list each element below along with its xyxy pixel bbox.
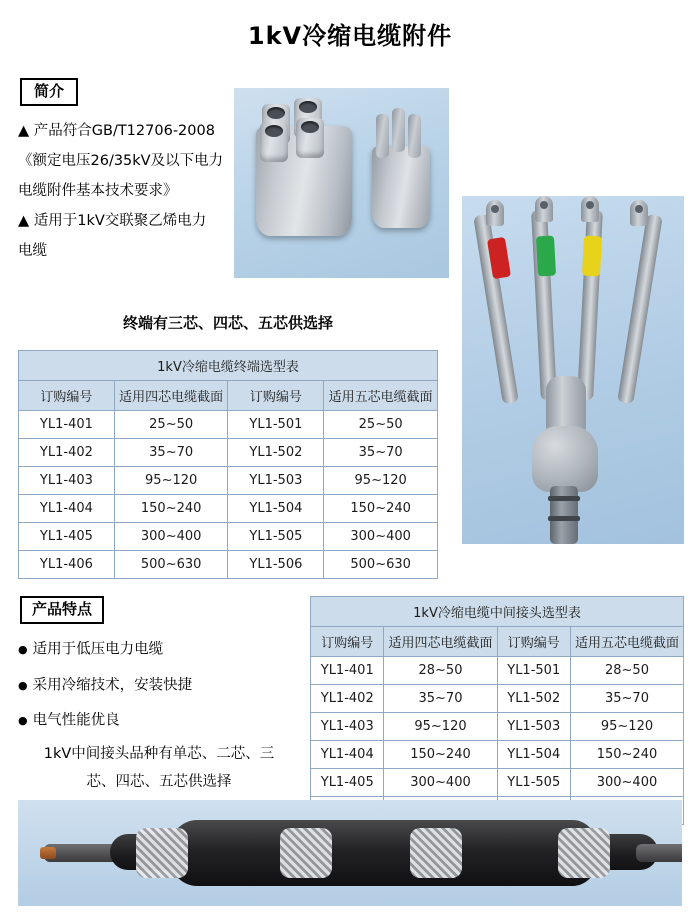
table-row	[19, 551, 438, 579]
cell-section: 35~70	[570, 685, 683, 713]
cell-section: 150~240	[570, 741, 683, 769]
bullet-icon: ●	[18, 643, 28, 656]
list-item	[18, 668, 288, 704]
cell-section: 300~400	[114, 523, 228, 551]
joint-body	[168, 820, 598, 886]
cell-section: 300~400	[324, 523, 438, 551]
cell-section: 500~630	[324, 551, 438, 579]
phase-band-yellow	[582, 236, 602, 277]
cable-lug	[535, 196, 553, 222]
column-header-order-no-4core: 订购编号	[19, 381, 115, 411]
cell-order-no: YL1-401	[19, 411, 115, 439]
cell-order-no: YL1-502	[497, 685, 570, 713]
table-row	[19, 439, 438, 467]
table-row	[19, 495, 438, 523]
table-joint-caption: 1kV冷缩电缆中间接头选型表	[311, 597, 684, 627]
terminal-body-three-core	[372, 146, 430, 228]
cell-order-no: YL1-404	[311, 741, 384, 769]
table-header-row	[311, 627, 684, 657]
cell-order-no: YL1-401	[311, 657, 384, 685]
cell-order-no: YL1-405	[311, 769, 384, 797]
column-header-order-no-4core: 订购编号	[311, 627, 384, 657]
product-photo-joint	[18, 800, 682, 906]
table-row	[311, 713, 684, 741]
cable-lug	[630, 200, 648, 226]
table-row	[19, 523, 438, 551]
cell-order-no: YL1-405	[19, 523, 115, 551]
cell-section: 300~400	[384, 769, 497, 797]
cell-order-no: YL1-504	[497, 741, 570, 769]
cable-ring	[548, 496, 580, 501]
caption-terminal: 终端有三芯、四芯、五芯供选择	[122, 314, 333, 332]
copper-braid	[410, 828, 462, 878]
terminal-breakout-body	[532, 426, 598, 492]
page-title: 1kV冷缩电缆附件	[247, 22, 453, 50]
product-photo-terminal-assembly	[462, 196, 684, 544]
conductor-end-icon	[40, 847, 56, 859]
table-joint-selection	[310, 596, 684, 825]
cell-order-no: YL1-502	[228, 439, 324, 467]
terminal-tube	[260, 122, 288, 162]
cell-section: 25~50	[324, 411, 438, 439]
cell-section: 35~70	[114, 439, 228, 467]
cell-order-no: YL1-503	[497, 713, 570, 741]
cable-ring	[548, 516, 580, 521]
cell-order-no: YL1-501	[497, 657, 570, 685]
terminal-stub	[392, 108, 405, 152]
cell-section: 300~400	[570, 769, 683, 797]
features-list	[18, 632, 288, 739]
list-item	[18, 632, 288, 668]
terminal-stub	[376, 114, 389, 158]
column-header-section-5core: 适用五芯电缆截面	[324, 381, 438, 411]
cell-order-no: YL1-403	[311, 713, 384, 741]
table-row	[311, 741, 684, 769]
copper-braid	[558, 828, 610, 878]
cell-order-no: YL1-506	[228, 551, 324, 579]
cell-section: 95~120	[324, 467, 438, 495]
copper-braid	[136, 828, 188, 878]
cell-order-no: YL1-501	[228, 411, 324, 439]
intro-line-2: 《额定电压26/35kV及以下电力	[18, 153, 224, 169]
cell-section: 500~630	[114, 551, 228, 579]
intro-text-block	[18, 116, 233, 266]
column-header-order-no-5core: 订购编号	[497, 627, 570, 657]
cell-order-no: YL1-505	[228, 523, 324, 551]
cell-section: 95~120	[384, 713, 497, 741]
cell-order-no: YL1-504	[228, 495, 324, 523]
terminal-stub	[408, 114, 421, 158]
cell-order-no: YL1-505	[497, 769, 570, 797]
cell-section: 150~240	[324, 495, 438, 523]
product-photo-terminal-bodies	[234, 88, 449, 278]
table-row	[311, 769, 684, 797]
table-terminal-caption: 1kV冷缩电缆终端选型表	[19, 351, 438, 381]
column-header-section-4core: 适用四芯电缆截面	[384, 627, 497, 657]
cell-order-no: YL1-503	[228, 467, 324, 495]
cell-section: 28~50	[384, 657, 497, 685]
intro-line-4: ▲ 适用于1kV交联聚乙烯电力	[18, 213, 207, 229]
intro-line-3: 电缆附件基本技术要求》	[18, 183, 178, 199]
list-item	[18, 703, 288, 739]
cell-section: 150~240	[384, 741, 497, 769]
cell-section: 28~50	[570, 657, 683, 685]
phase-band-green	[536, 236, 556, 277]
cell-section: 35~70	[384, 685, 497, 713]
table-row	[19, 411, 438, 439]
cell-section: 95~120	[114, 467, 228, 495]
column-header-order-no-5core: 订购编号	[228, 381, 324, 411]
cell-order-no: YL1-406	[19, 551, 115, 579]
cable-lug	[581, 196, 599, 222]
cell-order-no: YL1-403	[19, 467, 115, 495]
cable-end	[550, 486, 578, 544]
feature-label: 采用冷缩技术，安装快捷	[32, 677, 193, 693]
table-header-row	[19, 381, 438, 411]
cell-section: 150~240	[114, 495, 228, 523]
column-header-section-5core: 适用五芯电缆截面	[570, 627, 683, 657]
cell-section: 35~70	[324, 439, 438, 467]
bullet-icon: ●	[18, 678, 28, 692]
cable-lug	[486, 200, 504, 226]
feature-label: 适用于低压电力电缆	[32, 641, 164, 658]
section-heading-features: 产品特点	[20, 596, 104, 624]
table-terminal-selection	[18, 350, 438, 579]
intro-line-5: 电缆	[18, 243, 47, 259]
cell-order-no: YL1-404	[19, 495, 115, 523]
cell-order-no: YL1-402	[19, 439, 115, 467]
table-row	[311, 685, 684, 713]
feature-label: 电气性能优良	[32, 712, 120, 729]
table-caption-row	[311, 597, 684, 627]
table-row	[311, 657, 684, 685]
terminal-tube	[296, 118, 324, 158]
table-row	[19, 467, 438, 495]
column-header-section-4core: 适用四芯电缆截面	[114, 381, 228, 411]
table-caption-row	[19, 351, 438, 381]
terminal-leg	[617, 214, 663, 404]
cell-section: 95~120	[570, 713, 683, 741]
cable-lead-right	[636, 844, 682, 862]
intro-line-1: ▲ 产品符合GB/T12706-2008	[18, 123, 215, 139]
bullet-icon: ●	[18, 714, 28, 727]
section-heading-intro: 简介	[20, 78, 78, 106]
cell-order-no: YL1-402	[311, 685, 384, 713]
cell-section: 25~50	[114, 411, 228, 439]
caption-joint: 1kV中间接头品种有单芯、二芯、三芯、四芯、五芯供选择	[43, 746, 275, 790]
copper-braid	[280, 828, 332, 878]
